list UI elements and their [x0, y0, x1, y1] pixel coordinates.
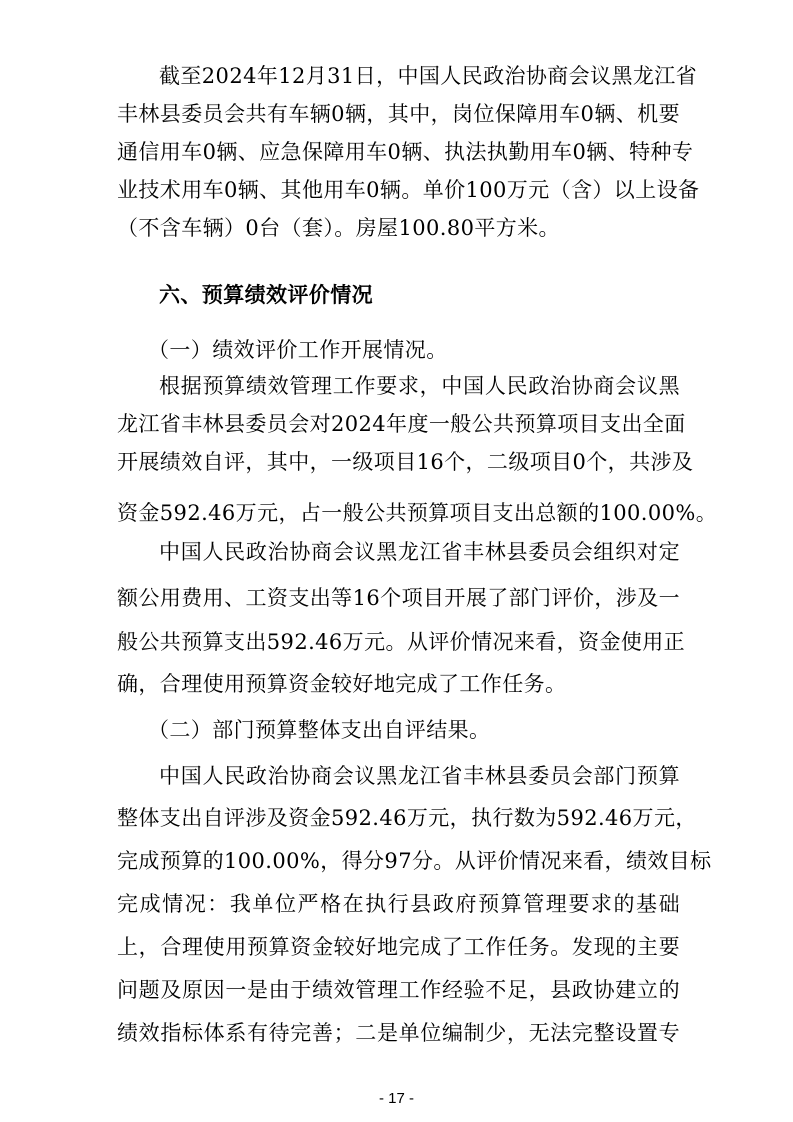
paragraph-2-line-1: 根据预算绩效管理工作要求，中国人民政治协商会议黑 [159, 374, 680, 398]
paragraph-4-line-6: 问题及原因一是由于绩效管理工作经验不足，县政协建立的 [117, 978, 680, 1002]
paragraph-1-line-2: 丰林县委员会共有车辆0辆，其中，岗位保障用车0辆、机要 [117, 102, 680, 126]
paragraph-4-line-5: 上，合理使用预算资金较好地完成了工作任务。发现的主要 [117, 935, 680, 959]
paragraph-3-line-1: 中国人民政治协商会议黑龙江省丰林县委员会组织对定 [159, 540, 680, 564]
paragraph-1-line-1: 截至2024年12月31日，中国人民政治协商会议黑龙江省 [159, 64, 698, 88]
section-heading: 六、预算绩效评价情况 [159, 283, 373, 307]
paragraph-2-line-2: 龙江省丰林县委员会对2024年度一般公共预算项目支出全面 [117, 412, 686, 436]
paragraph-2-line-4: 资金592.46万元，占一般公共预算项目支出总额的100.00%。 [117, 501, 718, 525]
paragraph-4-line-4: 完成情况：我单位严格在执行县政府预算管理要求的基础 [117, 892, 680, 916]
subsection-heading-2: （二）部门预算整体支出自评结果。 [148, 718, 491, 742]
paragraph-4-line-1: 中国人民政治协商会议黑龙江省丰林县委员会部门预算 [159, 764, 680, 788]
paragraph-1-line-3: 通信用车0辆、应急保障用车0辆、执法执勤用车0辆、特种专 [117, 140, 694, 164]
paragraph-3-line-3: 般公共预算支出592.46万元。从评价情况来看，资金使用正 [117, 630, 686, 654]
paragraph-1-line-4: 业技术用车0辆、其他用车0辆。单价100万元（含）以上设备 [117, 178, 700, 202]
paragraph-3-line-2: 额公用费用、工资支出等16个项目开展了部门评价，涉及一 [117, 586, 680, 610]
paragraph-3-line-4: 确，合理使用预算资金较好地完成了工作任务。 [117, 672, 567, 696]
paragraph-2-line-3: 开展绩效自评，其中，一级项目16个，二级项目0个，共涉及 [117, 450, 694, 474]
paragraph-4-line-2: 整体支出自评涉及资金592.46万元，执行数为592.46万元， [117, 806, 697, 830]
paragraph-4-line-7: 绩效指标体系有待完善；二是单位编制少，无法完整设置专 [117, 1021, 680, 1045]
subsection-heading-1: （一）绩效评价工作开展情况。 [148, 338, 448, 362]
page-number: - 17 - [378, 1090, 414, 1107]
paragraph-4-line-3: 完成预算的100.00%，得分97分。从评价情况来看，绩效目标 [117, 849, 712, 873]
paragraph-1-line-5: （不含车辆）0台（套）。房屋100.80平方米。 [117, 216, 560, 240]
